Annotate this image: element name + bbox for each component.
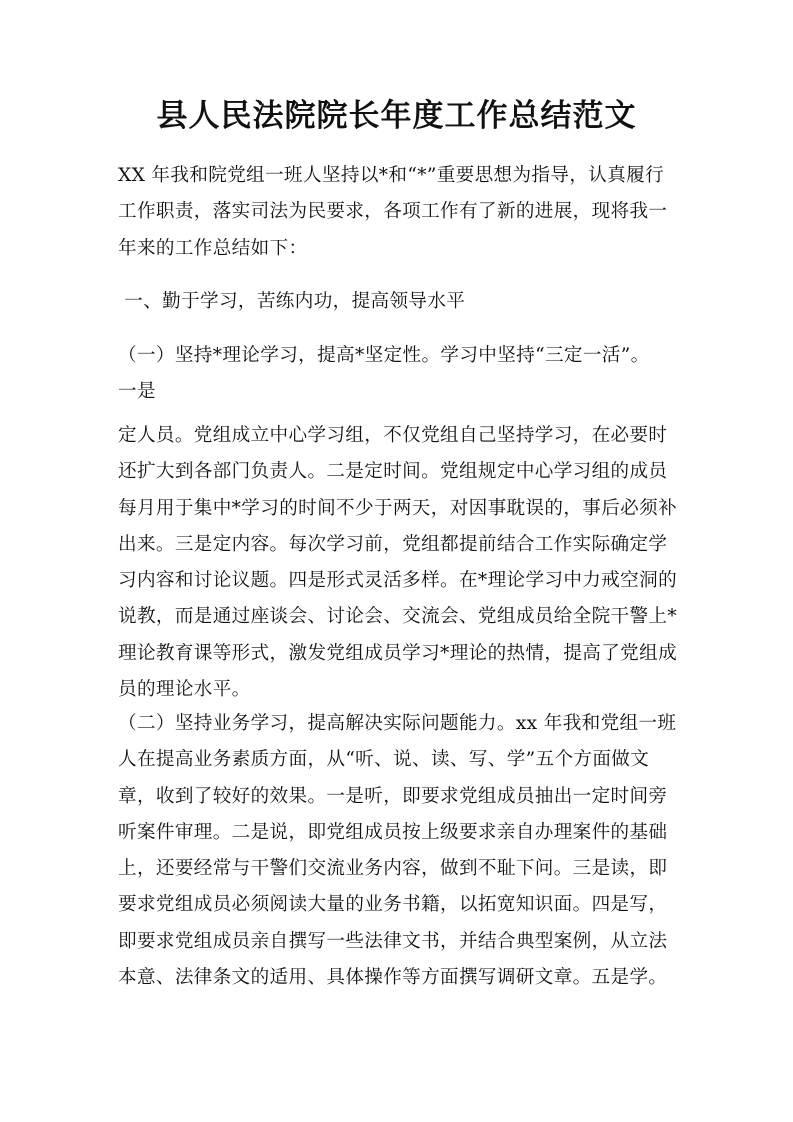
subsection-1-body [118,418,678,708]
subsection-2-body [118,706,678,996]
text-line: 章，收到了较好的效果。一是听，即要求党组成员抽出一定时间旁 [118,785,668,807]
text-line: 年来的工作总结如下： [118,237,308,259]
text-line: 本意、法律条文的适用、具体操作等方面撰写调研文章。五是学。 [118,967,668,989]
text-line: XX 年我和院党组一班人坚持以*和“*”重要思想为指导，认真履行 [118,165,665,186]
text-line: 每月用于集中*学习的时间不少于两天，对因事耽误的，事后必须补 [118,497,678,519]
text-line: 说教，而是通过座谈会、讨论会、交流会、党组成员给全院干警上* [118,606,678,628]
text-line: （二）坚持业务学习，提高解决实际问题能力。xx 年我和党组一班 [118,713,677,734]
text-line: 上，还要经常与干警们交流业务内容，做到不耻下问。三是读，即 [118,858,668,880]
text-line: 工作职责，落实司法为民要求，各项工作有了新的进展，现将我一 [118,201,668,223]
text-line: 习内容和讨论议题。四是形式灵活多样。在*理论学习中力戒空洞的 [118,570,678,592]
text-line: 出来。三是定内容。每次学习前，党组都提前结合工作实际确定学 [118,533,668,555]
subsection-1-heading [118,338,678,411]
text-line: 人在提高业务素质方面，从“听、说、读、写、学”五个方面做文 [118,749,650,771]
text-line: 还扩大到各部门负责人。二是定时间。党组规定中心学习组的成员 [118,461,668,483]
section-heading [118,284,678,320]
text-line: 听案件审理。二是说，即党组成员按上级要求亲自办理案件的基础 [118,821,668,843]
text-line: （一）坚持*理论学习，提高*坚定性。学习中坚持“三定一活”。 [118,345,650,366]
intro-paragraph [118,158,678,267]
text-line: 一是 [118,381,156,403]
text-line: 员的理论水平。 [118,679,251,701]
text-line: 即要求党组成员亲自撰写一些法律文书，并结合典型案例，从立法 [118,930,668,952]
text-line: 理论教育课等形式，激发党组成员学习*理论的热情，提高了党组成 [118,642,678,664]
text-line: 定人员。党组成立中心学习组，不仅党组自己坚持学习，在必要时 [118,425,668,446]
text-line: 一、勤于学习，苦练内功，提高领导水平 [118,291,466,312]
document-title: 县人民法院院长年度工作总结范文 [156,98,637,134]
text-line: 要求党组成员必须阅读大量的业务书籍，以拓宽知识面。四是写， [118,894,668,916]
